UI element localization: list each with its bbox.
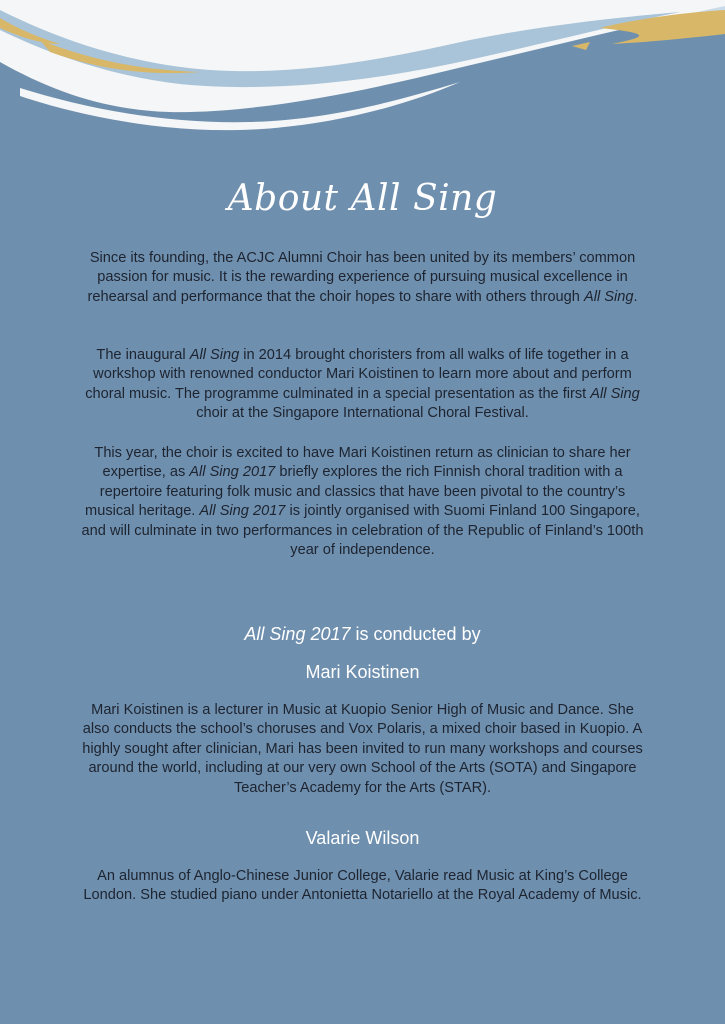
- brush-stroke-decoration: [0, 0, 725, 140]
- about-paragraph-3: This year, the choir is excited to have Mari Koistinen return as clinician to share her expertise, as All Sing 2017 briefly explores the rich Finnish choral tradition with a repertoire featuring folk music and classics that have been pivotal to the country’s musical heritage. All Sing 2017 is jointly organised with Suomi Finland 100 Singapore, and will culminate in two performances in celebration of the Republic of Finland’s 100th year of independence.: [81, 445, 644, 559]
- conductor-bio-mari: Mari Koistinen is a lecturer in Music at Kuopio Senior High of Music and Dance. She also conducts the school’s choruses and Vox Polaris, a mixed choir based in Kuopio. A highly sought after clinician, Mari has been invited to run many workshops and courses around the world, including at our very own School of the Arts (SOTA) and Singapore Teacher’s Academy for the Arts (STAR).: [82, 702, 643, 796]
- conducted-by-heading: All Sing 2017 is conducted by: [244, 624, 481, 644]
- about-paragraph-2: The inaugural All Sing in 2014 brought choristers from all walks of life together in a workshop with renowned conductor Mari Koistinen to learn more about and perform choral music. The programme culminated in a special presentation as the first All Sing choir at the Singapore International Choral Festival.: [85, 347, 640, 422]
- conductor-bio-valarie: An alumnus of Anglo-Chinese Junior College, Valarie read Music at King’s College London. She studied piano under Antonietta Notariello at the Royal Academy of Music.: [83, 868, 642, 904]
- page-title: About All Sing: [227, 178, 498, 219]
- conductor-name-mari: Mari Koistinen: [305, 662, 420, 682]
- conductor-name-valarie: Valarie Wilson: [305, 828, 420, 848]
- about-paragraph-1: Since its founding, the ACJC Alumni Choir has been united by its members’ common passion for music. It is the rewarding experience of pursuing musical excellence in rehearsal and performance that the choir hopes to share with others through All Sing.: [87, 250, 638, 305]
